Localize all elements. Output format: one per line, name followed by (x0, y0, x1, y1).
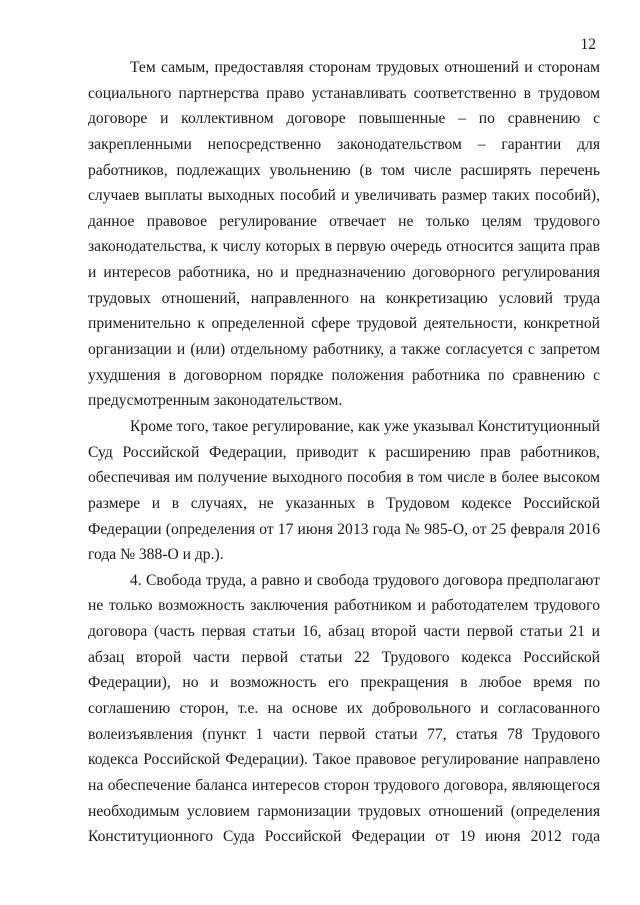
text-line: 4. Свобода труда, а равно и свобода трудового договора предполагают (130, 571, 600, 589)
text-line: обеспечивая им получение выходного пособия в том числе в более высоком (88, 469, 600, 487)
text-line: законодательства, к числу которых в первую очередь относится защита прав (88, 238, 600, 256)
text-line: договора (часть первая статьи 16, абзац второй части первой статьи 21 и (88, 623, 600, 641)
text-line: абзац второй части первой статьи 22 Трудового кодекса Российской (88, 648, 600, 666)
text-line: социального партнерства право устанавливать соответственно в трудовом (88, 84, 600, 102)
text-line: договоре и коллективном договоре повышенные – по сравнению с (88, 110, 600, 128)
text-line: ухудшения в договорном порядке положения работника по сравнению с (88, 366, 600, 384)
text-line: и интересов работника, но и предназначению договорного регулирования (88, 264, 600, 282)
text-line: соглашению сторон, т.е. на основе их добровольного и согласованного (88, 700, 600, 718)
paragraph-3 (88, 568, 600, 850)
text-line: применительно к определенной сфере трудовой деятельности, конкретной (88, 315, 600, 333)
text-line: не только возможность заключения работником и работодателем трудового (88, 597, 600, 615)
text-line: работников, подлежащих увольнению (в том числе расширять перечень (88, 161, 600, 179)
text-line: Федерации (определения от 17 июня 2013 года № 985-О, от 25 февраля 2016 (88, 520, 600, 538)
paragraph-2 (88, 414, 600, 568)
text-line: предусмотренным законодательством. (88, 392, 343, 410)
text-line: Федерации), но и возможность его прекращения в любое время по (88, 674, 600, 692)
text-line: кодекса Российской Федерации). Такое правовое регулирование направлено (88, 751, 600, 769)
page-number: 12 (580, 36, 596, 53)
text-line: волеизъявления (пункт 1 части первой статьи 77, статья 78 Трудового (88, 725, 600, 743)
text-line: трудовых отношений, направленного на конкретизацию условий труда (88, 289, 600, 307)
text-line: данное правовое регулирование отвечает не только целям трудового (88, 212, 600, 230)
text-line: Кроме того, такое регулирование, как уже указывал Конституционный (130, 417, 600, 435)
text-line: на обеспечение баланса интересов сторон трудового договора, являющегося (88, 776, 600, 794)
text-line: Суд Российской Федерации, приводит к расширению прав работников, (88, 443, 600, 461)
text-line: размере и в случаях, не указанных в Трудовом кодексе Российской (88, 494, 600, 512)
text-line: Тем самым, предоставляя сторонам трудовых отношений и сторонам (130, 59, 600, 76)
text-line: года № 388-О и др.). (88, 546, 224, 564)
text-line: закрепленными непосредственно законодательством – гарантии для (88, 135, 600, 153)
text-line: Конституционного Суда Российской Федерации от 19 июня 2012 года (88, 828, 600, 846)
paragraph-1 (88, 55, 600, 414)
text-line: случаев выплаты выходных пособий и увеличивать размер таких пособий), (88, 187, 600, 205)
text-line: необходимым условием гармонизации трудовых отношений (определения (88, 802, 600, 820)
text-line: организации и (или) отдельному работнику, а также согласуется с запретом (88, 341, 600, 359)
document-body (88, 55, 600, 850)
